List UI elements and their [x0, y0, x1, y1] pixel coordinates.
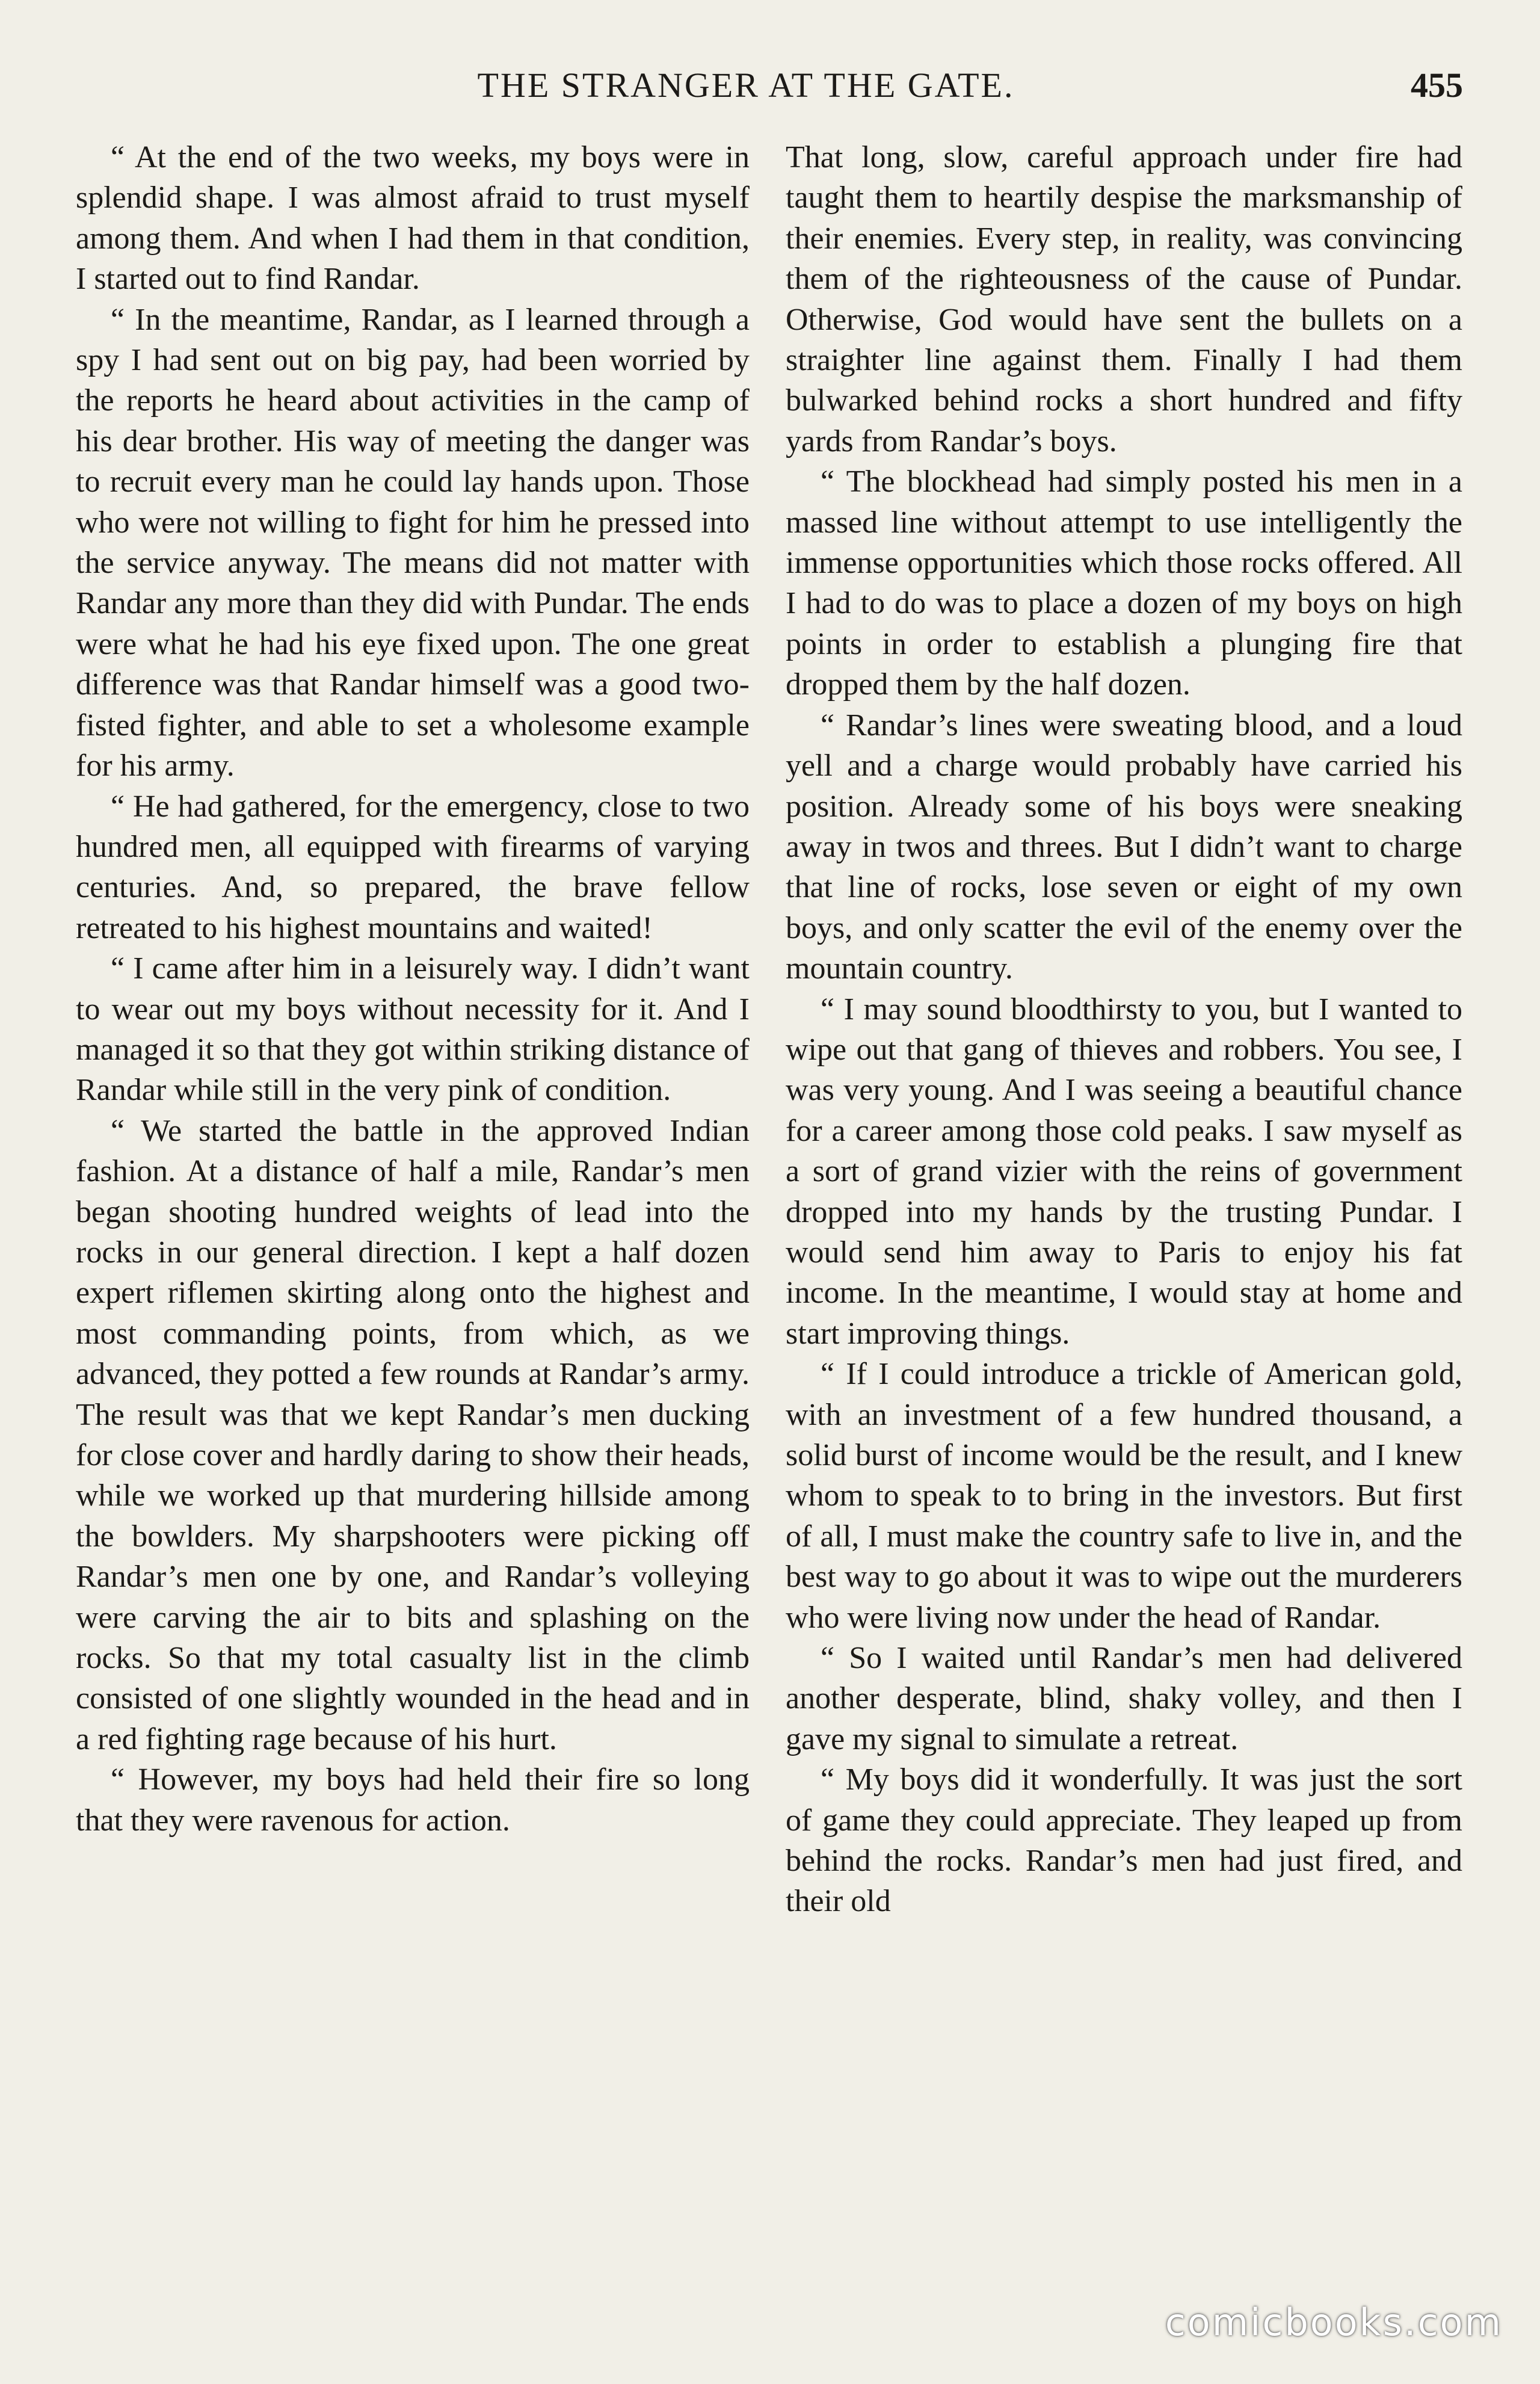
paragraph: “ If I could introduce a trickle of American gold, with an investment of a few hundred thousand, a solid burst of income would be the result, and I knew whom to speak to to bring in the investors. But first of all, I must make the country safe to live in, and the best way to go about it was to wipe out the murderers who were living now under the head of Randar. — [786, 1357, 1462, 1635]
paragraph: “ My boys did it wonderfully. It was just the sort of game they could appreciate. They leaped up from behind the rocks. Randar’s men had just fired, and their old — [786, 1762, 1462, 1919]
paragraph: “ So I waited until Randar’s men had delivered another desperate, blind, shaky volley, and then I gave my signal to simulate a retreat. — [786, 1641, 1462, 1756]
paragraph: “ The blockhead had simply posted his men in a massed line without attempt to use intelligently the immense opportunities which those rocks offered. All I had to do was to place a dozen of my boys on high points in order to establish a plunging fire that dropped them by the half dozen. — [786, 465, 1462, 702]
paragraph: “ He had gathered, for the emergency, close to two hundred men, all equipped with firearms of varying centuries. And, so prepared, the brave fellow retreated to his highest mountains and waited! — [76, 789, 750, 945]
paragraph: “ In the meantime, Randar, as I learned through a spy I had sent out on big pay, had been worried by the reports he heard about activities in the camp of his dear brother. His way of meeting the danger was to recruit every man he could lay hands upon. Those who were not willing to fight for him he pressed into the service anyway. The means did not matter with Randar any more than they did with Pundar. The ends were what he had his eye fixed upon. The one great difference was that Randar himself was a good two-fisted fighter, and able to set a wholesome example for his army. — [76, 302, 750, 783]
paragraph: “ Randar’s lines were sweating blood, and a loud yell and a charge would probably have carried his position. Already some of his boys were sneaking away in twos and threes. But I didn’t want to charge that line of rocks, lose seven or eight of my own boys, and only scatter the evil of the enemy over the mountain country. — [786, 708, 1462, 986]
right-column — [786, 137, 1462, 2303]
paragraph-continued: That long, slow, careful approach under fire had taught them to heartily despise the marksmanship of their enemies. Every step, in reality, was convincing them of the righteousness of the cause of Pundar. Otherwise, God would have sent the bullets on a straighter line against them. Finally I had them bulwarked behind rocks a short hundred and fifty yards from Randar’s boys. — [786, 140, 1462, 459]
running-title: THE STRANGER AT THE GATE. — [477, 66, 1015, 105]
watermark: comicbooks.com — [1165, 2300, 1503, 2344]
paragraph: “ I may sound bloodthirsty to you, but I wanted to wipe out that gang of thieves and robbers. You see, I was very young. And I was seeing a beautiful chance for a career among those cold peaks. I saw myself as a sort of grand vizier with the reins of government dropped into my hands by the trusting Pundar. I would send him away to Paris to enjoy his fat income. In the meantime, I would stay at home and start improving things. — [786, 992, 1462, 1351]
page-number: 455 — [1411, 66, 1463, 105]
paragraph: “ At the end of the two weeks, my boys were in splendid shape. I was almost afraid to trust myself among them. And when I had them in that condition, I started out to find Randar. — [76, 140, 750, 297]
paragraph: “ We started the battle in the approved Indian fashion. At a distance of half a mile, Randar’s men began shooting hundred weights of lead into the rocks in our general direction. I kept a half dozen expert riflemen skirting along onto the highest and most commanding points, from which, as we advanced, they potted a few rounds at Randar’s army. The result was that we kept Randar’s men ducking for close cover and hardly daring to show their heads, while we worked up that murdering hillside among the bowlders. My sharpshooters were picking off Randar’s men one by one, and Randar’s volleying were carving the air to bits and splashing on the rocks. So that my total casualty list in the climb consisted of one slightly wounded in the head and in a red fighting rage because of his hurt. — [76, 1113, 750, 1756]
left-column — [76, 137, 750, 2303]
paragraph: “ However, my boys had held their fire so long that they were ravenous for action. — [76, 1762, 750, 1838]
paragraph: “ I came after him in a leisurely way. I didn’t want to wear out my boys without necessity for it. And I managed it so that they got within striking distance of Randar while still in the very pink of condition. — [76, 951, 750, 1108]
